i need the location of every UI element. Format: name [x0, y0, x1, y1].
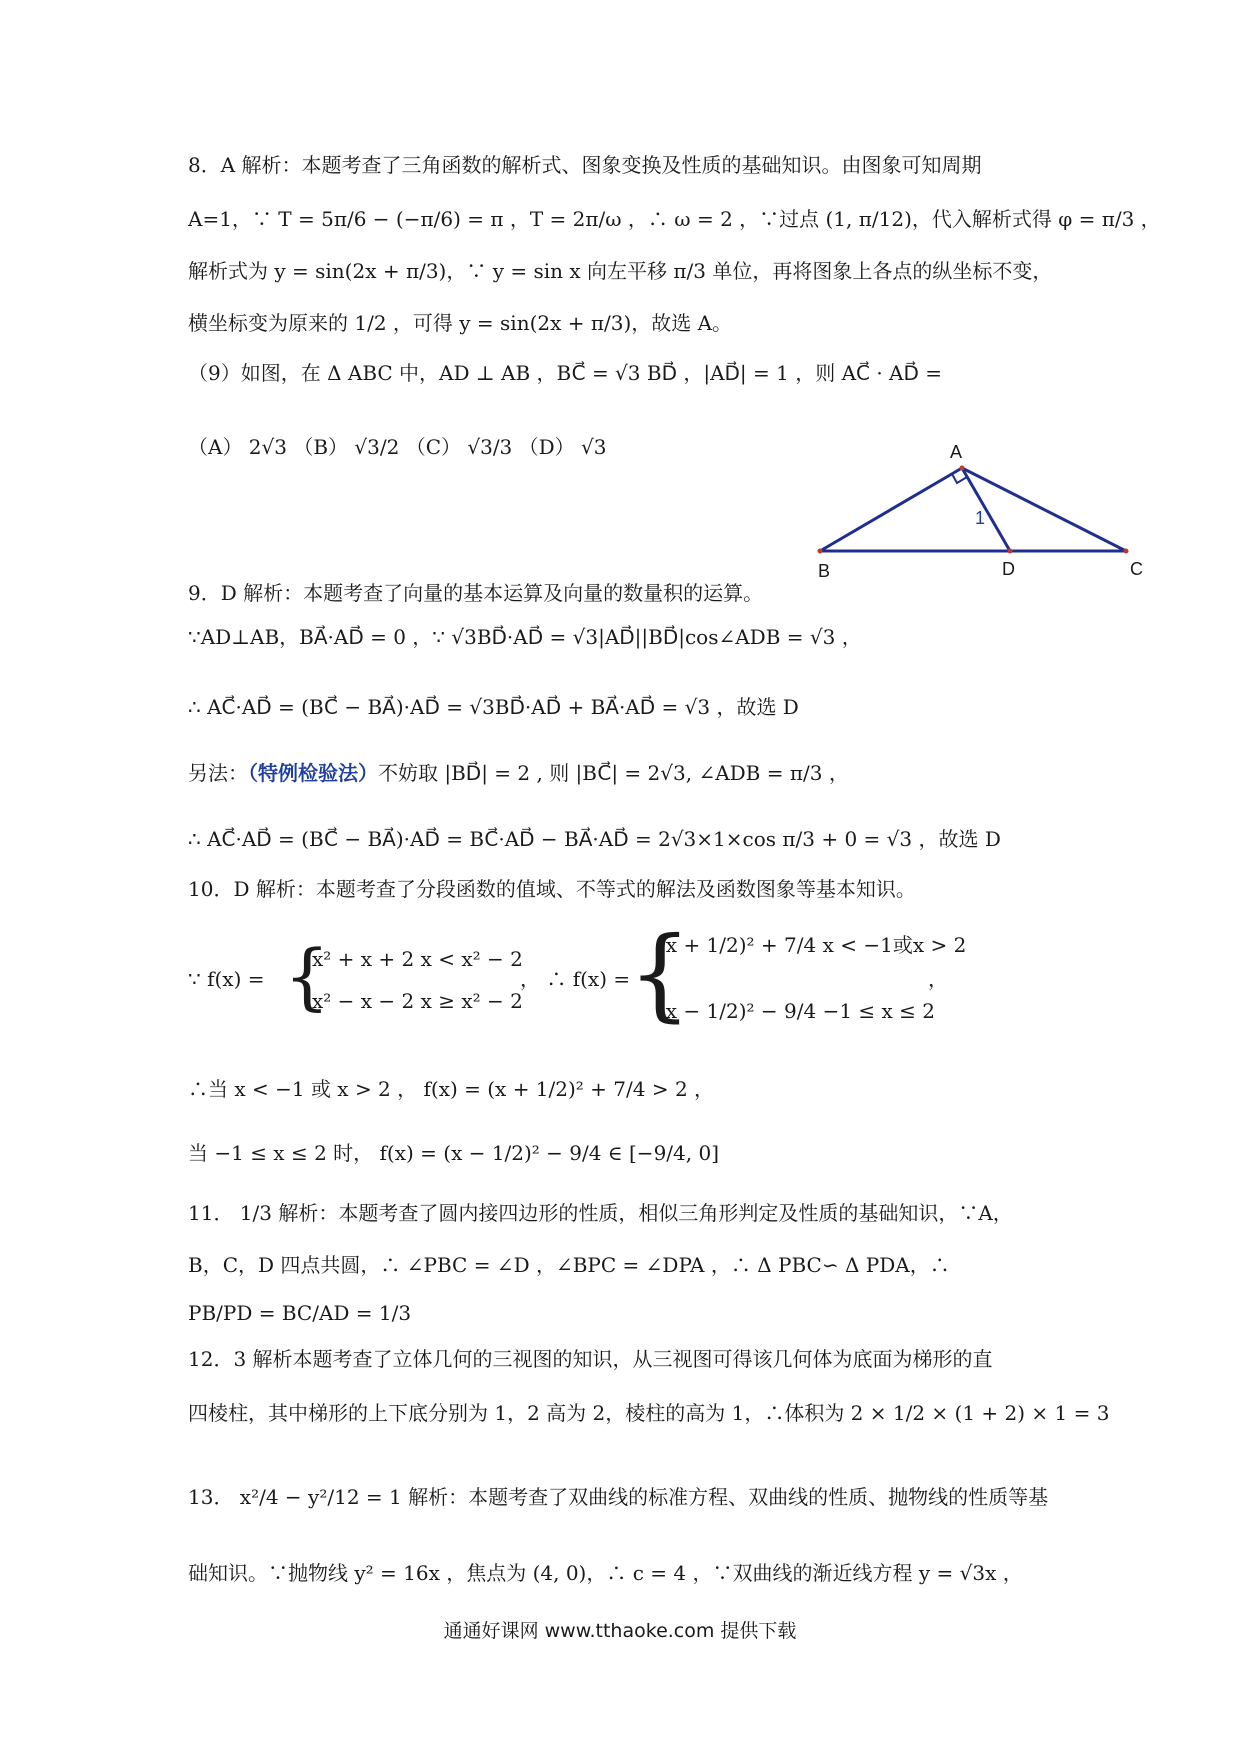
answer-9-line-2: ∵AD⊥AB，BA⃗·AD⃗ = 0 ，∵ √3BD⃗·AD⃗ = √3|AD⃗||BD⃗|cos∠ADB = √3 ， — [188, 625, 862, 649]
label-length-ad: 1 — [975, 508, 986, 528]
answer-12-line-2: 四棱柱，其中梯形的上下底分别为 1，2 高为 2，棱柱的高为 1，∴体积为 2 × 1/2 × (1 + 2) × 1 = 3 — [188, 1401, 1110, 1425]
point-a — [960, 466, 965, 471]
answer-11-line-1: 11． 1/3 解析：本题考查了圆内接四边形的性质，相似三角形判定及性质的基础知识，∵A， — [188, 1201, 1013, 1225]
answer-9-line-4: 另法：（特例检验法）不妨取 |BD⃗| = 2 , 则 |BC⃗| = 2√3, ∠ADB = π/3 ， — [188, 761, 849, 785]
triangle-figure — [800, 430, 1180, 580]
label-a: A — [950, 442, 963, 462]
point-c — [1124, 549, 1129, 554]
label-d: D — [1002, 559, 1015, 579]
answer-11-line-3: PB/PD = BC/AD = 1/3 — [188, 1301, 412, 1325]
answer-13-line-1: 13． x²/4 − y²/12 = 1 解析：本题考查了双曲线的标准方程、双曲线的性质、抛物线的性质等基 — [188, 1485, 1049, 1509]
answer-8-line-4: 横坐标变为原来的 1/2 ，可得 y = sin(2x + π/3)，故选 A。 — [188, 311, 733, 335]
answer-8-line-2: A=1，∵ T = 5π/6 − (−π/6) = π ，T = 2π/ω ，∴ ω = 2 ，∵过点 (1, π/12)，代入解析式得 φ = π/3 ， — [188, 207, 1161, 231]
answer-8-line-1: 8．A 解析：本题考查了三角函数的解析式、图象变换及性质的基础知识。由图象可知周期 — [188, 153, 982, 177]
page-footer: 通通好课网 www.tthaoke.com 提供下载 — [443, 1620, 797, 1642]
answer-9-line-5: ∴ AC⃗·AD⃗ = (BC⃗ − BA⃗)·AD⃗ = BC⃗·AD⃗ − BA⃗·AD⃗ = 2√3×1×cos π/3 + 0 = √3 ，故选 D — [188, 827, 1001, 851]
side-ab — [820, 468, 962, 551]
label-b: B — [818, 561, 831, 580]
answer-9-line-1: 9．D 解析：本题考查了向量的基本运算及向量的数量积的运算。 — [188, 581, 764, 605]
point-b — [818, 549, 823, 554]
special-case-method-label: （特例检验法） — [248, 761, 378, 785]
question-9: （9）如图，在 Δ ABC 中，AD ⊥ AB ，BC⃗ = √3 BD⃗ ，|AD⃗| = 1 ，则 AC⃗ · AD⃗ = — [188, 361, 943, 385]
label-c: C — [1130, 559, 1143, 579]
answer-9-line-3: ∴ AC⃗·AD⃗ = (BC⃗ − BA⃗)·AD⃗ = √3BD⃗·AD⃗ + BA⃗·AD⃗ = √3 ，故选 D — [188, 695, 799, 719]
answer-13-line-2: 础知识。∵抛物线 y² = 16x ，焦点为 (4, 0)，∴ c = 4 ，∵双曲线的渐近线方程 y = √3x ， — [188, 1561, 1023, 1585]
answer-12-line-1: 12．3 解析本题考查了立体几何的三视图的知识，从三视图可得该几何体为底面为梯形的直 — [188, 1347, 993, 1371]
answer-10-line-1: 10．D 解析：本题考查了分段函数的值域、不等式的解法及函数图象等基本知识。 — [188, 877, 916, 901]
answer-10-line-4: 当 −1 ≤ x ≤ 2 时， f(x) = (x − 1/2)² − 9/4 ∈ [−9/4, 0] — [188, 1141, 719, 1165]
point-d — [1008, 549, 1013, 554]
answer-11-line-2: B，C，D 四点共圆，∴ ∠PBC = ∠D ，∠BPC = ∠DPA ，∴ Δ PBC∽ Δ PDA，∴ — [188, 1253, 950, 1277]
answer-8-line-3: 解析式为 y = sin(2x + π/3)，∵ y = sin x 向左平移 π/3 单位，再将图象上各点的纵坐标不变， — [188, 259, 1053, 283]
question-9-options: （A） 2√3 （B） √3/2 （C） √3/3 （D） √3 — [188, 435, 607, 459]
answer-10-line-3: ∴当 x < −1 或 x > 2 ， f(x) = (x + 1/2)² + 7/4 > 2 ， — [188, 1077, 715, 1101]
